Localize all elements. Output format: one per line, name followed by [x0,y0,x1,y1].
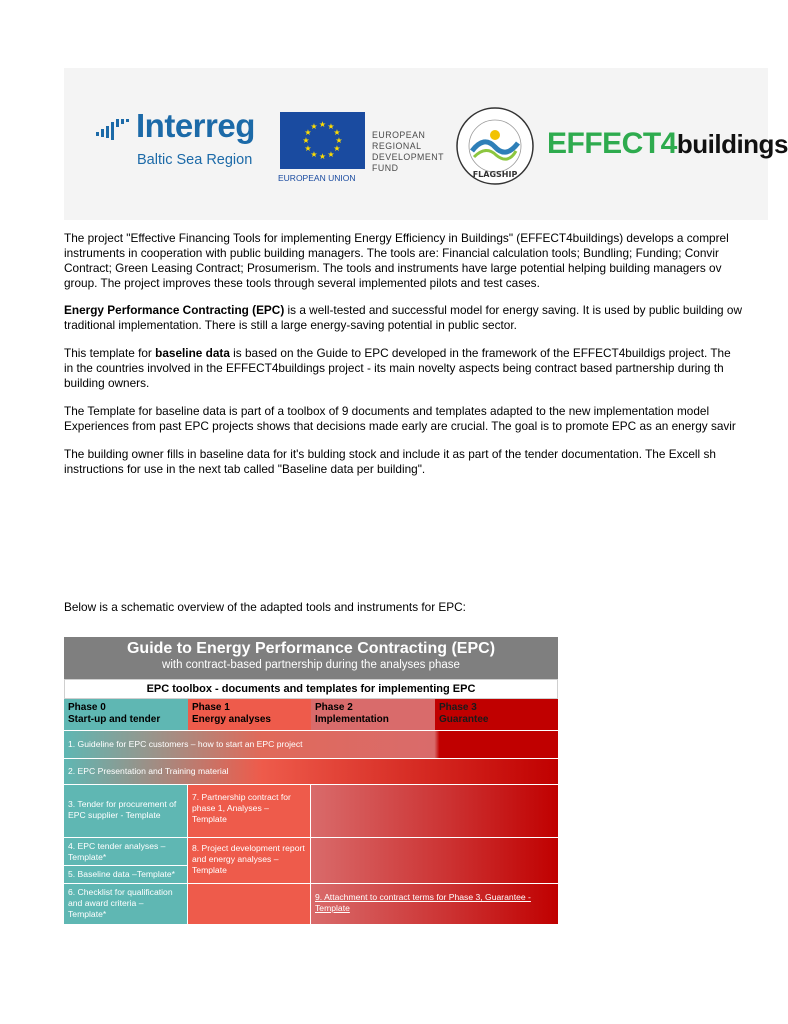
svg-text:★: ★ [310,150,318,159]
toolbox-paragraph-line: The Template for baseline data is part of a toolbox of 9 documents and templates adapted to the new implementation model [64,404,710,418]
flagship-label: FLAGSHIP [472,170,518,179]
svg-text:★: ★ [302,136,310,145]
template-post: is based on the Guide to EPC developed in the framework of the EFFECT4buildigs project. The [229,346,731,360]
phase-1-header [188,699,311,730]
guide-header [64,637,558,679]
toolbox-item-6: 6. Checklist for qualification and award criteria – Template* [64,884,187,924]
svg-text:★: ★ [318,152,327,161]
toolbox-paragraph-line: Experiences from past EPC projects shows that decisions made early are crucial. The goal is to promote EPC as an energy savir [64,419,736,433]
epc-bold: Energy Performance Contracting (EPC) [64,303,285,317]
epc-paragraph-line [64,303,742,318]
toolbox-item-9[interactable]: 9. Attachment to contract terms for Phase 3, Guarantee - Template [311,884,558,924]
phase-1-empty-cell [188,884,310,924]
svg-text:★: ★ [310,122,318,131]
epc-guide-diagram [64,637,558,924]
svg-text:★: ★ [304,144,312,153]
eu-caption: EUROPEAN UNION [278,173,356,183]
phase-0-header [64,699,188,730]
phase-name: Phase 3 [439,702,477,713]
phase-2-header [311,699,435,730]
phase-2-3-block [311,785,558,837]
svg-text:★: ★ [333,128,341,137]
phase-label: Implementation [315,714,389,725]
epc-paragraph-line: traditional implementation. There is still a large energy-saving potential in public sector. [64,318,517,332]
template-paragraph-line: in the countries involved in the EFFECT4buildings project - its main novelty aspects being contract based partnership during th [64,361,724,375]
svg-text:★: ★ [333,144,341,153]
intro-line: The project "Effective Financing Tools for implementing Energy Efficiency in Buildings" (EFFECT4buildings) develops a comprel [64,231,729,245]
erdf-line: FUND [372,163,399,173]
phase-label: Energy analyses [192,714,271,725]
template-bold: baseline data [155,346,230,360]
intro-line: Contract; Green Leasing Contract; Prosumerism. The tools and instruments have large potential helping building managers ov [64,261,722,275]
logo-banner [64,68,788,220]
overview-intro: Below is a schematic overview of the adapted tools and instruments for EPC: [64,600,466,614]
svg-text:★: ★ [335,136,343,145]
svg-text:★: ★ [304,128,312,137]
effect4buildings-logo [547,127,788,161]
guide-title: Guide to Energy Performance Contracting (EPC) [126,640,496,657]
baltic-flagship-logo [454,105,536,187]
owner-paragraph-line: The building owner fills in baseline data for it's bulding stock and include it as part of the tender documentation. The Excell sh [64,447,716,461]
phase-3-header [435,699,558,730]
phase-label: Guarantee [439,714,489,725]
erdf-line: REGIONAL [372,141,422,151]
effect-four: 4 [660,127,677,160]
guide-subtitle: with contract-based partnership during the analyses phase [162,659,460,671]
toolbox-item-8: 8. Project development report and energy analyses – Template [188,838,310,883]
erdf-line: DEVELOPMENT [372,152,444,162]
template-pre: This template for [64,346,156,360]
effect-prefix: EFFECT [547,127,661,160]
intro-line: instruments in cooperation with public building managers. The tools are: Financial calculation tools; Bundling; Funding; Convir [64,246,719,260]
epc-rest: is a well-tested and successful model for energy saving. It is used by public building ow [284,303,742,317]
phase-name: Phase 0 [68,702,106,713]
template-paragraph-line [64,346,731,361]
effect-suffix: buildings [676,129,788,159]
phase-label: Start-up and tender [68,714,161,725]
svg-text:★: ★ [327,150,335,159]
phase-name: Phase 1 [192,702,230,713]
toolbox-item-3: 3. Tender for procurement of EPC supplier - Template [64,785,187,837]
toolbox-item-1: 1. Guideline for EPC customers – how to start an EPC project [64,731,558,758]
toolbox-title: EPC toolbox - documents and templates for implementing EPC [64,679,558,699]
erdf-line: EUROPEAN [372,130,426,140]
phase-name: Phase 2 [315,702,353,713]
intro-line: group. The project improves these tools through several implemented pilots and test cases. [64,276,540,290]
interreg-word: Interreg [136,107,255,144]
owner-paragraph-line: instructions for use in the next tab called "Baseline data per building". [64,462,426,476]
toolbox-item-5: 5. Baseline data –Template* [64,866,187,883]
svg-text:★: ★ [318,120,327,129]
interreg-subtitle: Baltic Sea Region [137,152,253,168]
template-paragraph-line: building owners. [64,376,150,390]
interreg-signal-icon [96,118,132,142]
toolbox-item-7: 7. Partnership contract for phase 1, Analyses – Template [188,785,310,837]
eu-flag-icon [280,112,365,169]
phase-2-3-block [311,838,558,883]
toolbox-item-2: 2. EPC Presentation and Training material [64,759,558,784]
toolbox-item-4: 4. EPC tender analyses – Template* [64,838,187,865]
svg-text:★: ★ [327,122,335,131]
erdf-label [372,130,444,174]
